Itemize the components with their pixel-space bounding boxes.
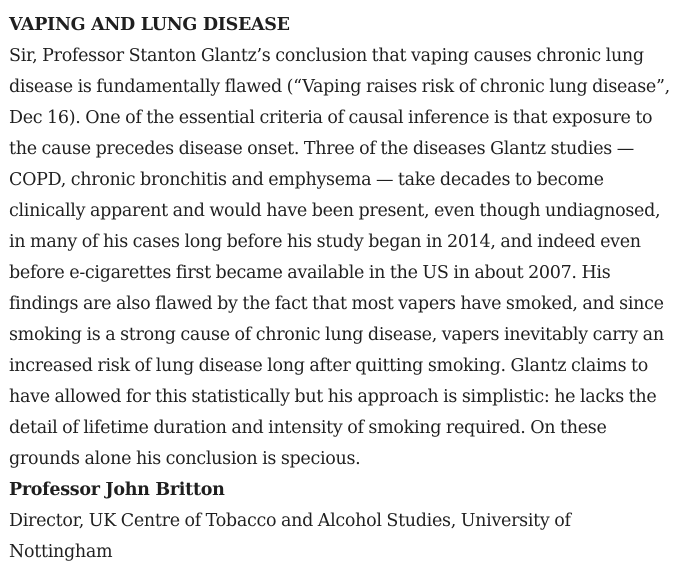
letter-body: Sir, Professor Stanton Glantz’s conclusion that vaping causes chronic lung disease is fundamentally flawed (“Vaping raises risk of chronic lung disease”, Dec 16). One of the essential criteria of causal inference is that exposure to the cause precedes disease onset. Three of the diseases Glantz studies — COPD, chronic bronchitis and emphysema — take decades to become clinically apparent and would have been present, even though undiagnosed, in many of his cases long before his study began in 2014, and indeed even before e-cigarettes first became available in the US in about 2007. His findings are also flawed by the fact that most vapers have smoked, and since smoking is a strong cause of chronic lung disease, vapers inevitably carry an increased risk of lung disease long after quitting smoking. Glantz claims to have allowed for this statistically but his approach is simplistic: he lacks the detail of lifetime duration and intensity of smoking required. On these grounds alone his conclusion is specious. — [9, 46, 670, 469]
letter-headline: VAPING AND LUNG DISEASE — [9, 15, 290, 35]
letter-author: Professor John Britton — [9, 480, 225, 500]
author-affiliation: Director, UK Centre of Tobacco and Alcohol Studies, University of Nottingham — [9, 511, 571, 562]
